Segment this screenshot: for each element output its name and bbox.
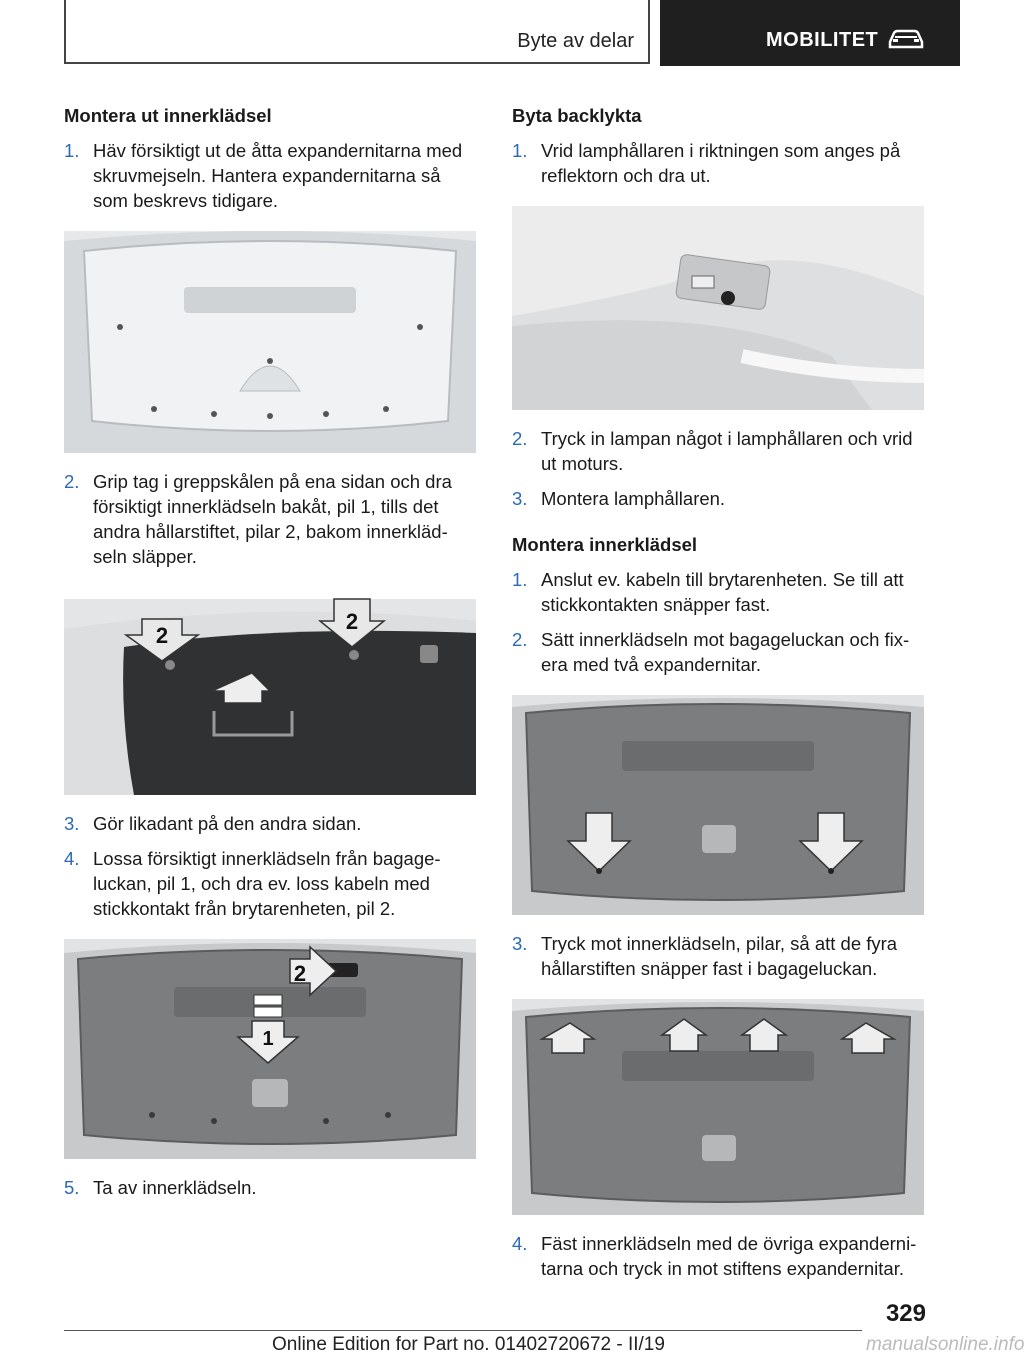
heading-install-trim: Montera innerklädsel: [512, 534, 698, 555]
figure-pull-trim: [64, 599, 476, 795]
step-number: 4.: [64, 848, 80, 869]
step-text: Tryck in lampan något i lamphållaren och vrid ut moturs.: [541, 428, 913, 474]
step-number: 1.: [512, 569, 528, 590]
step-number: 2.: [512, 428, 528, 449]
arrow-label: 2: [345, 609, 359, 634]
right-column: [512, 104, 924, 1291]
list-item: [512, 627, 924, 677]
heading-remove-trim: Montera ut innerklädsel: [64, 105, 272, 126]
figure-press-trim: [512, 999, 924, 1215]
step-number: 2.: [64, 471, 80, 492]
list-item: [512, 931, 924, 981]
footer-edition: Online Edition for Part no. 01402720672 - II/19: [272, 1334, 665, 1355]
step-number: 3.: [512, 933, 528, 954]
figure-detach-trim: [64, 939, 476, 1159]
step-text: Vrid lamphållaren i riktningen som anges på reflektorn och dra ut.: [541, 140, 901, 186]
arrow-label: 1: [262, 1028, 274, 1050]
step-number: 5.: [64, 1177, 80, 1198]
step-text: Fäst innerklädseln med de övriga expanderni‐tarna och tryck in mot stiftens expandernitar.: [541, 1233, 917, 1279]
step-number: 4.: [512, 1233, 528, 1254]
step-text: Montera lamphållaren.: [541, 488, 726, 509]
step-number: 1.: [64, 140, 80, 161]
list-item: [512, 567, 924, 617]
step-text: Sätt innerklädseln mot bagageluckan och fix‐era med två expandernitar.: [541, 629, 910, 675]
step-text: Häv försiktigt ut de åtta expandernitarna med skruvmejseln. Hantera expandernitarna så som beskrevs tidigare.: [93, 140, 463, 211]
arrow-label: 2: [155, 623, 169, 648]
step-text: Tryck mot innerklädseln, pilar, så att de fyra hållarstiften snäpper fast i bagageluckan.: [541, 933, 898, 979]
step-number: 1.: [512, 140, 528, 161]
list-item: [64, 846, 476, 921]
step-number: 3.: [512, 488, 528, 509]
chapter-title: MOBILITET: [766, 29, 879, 51]
step-number: 2.: [512, 629, 528, 650]
chapter-tab[interactable]: [660, 0, 960, 66]
header-frame: [64, 0, 650, 64]
list-item: [64, 138, 476, 213]
section-title: Byte av delar: [517, 30, 634, 52]
list-item: [64, 469, 476, 569]
figure-trim-panel: [64, 231, 476, 453]
footer-divider: [64, 1330, 862, 1331]
list-item: [512, 426, 924, 476]
step-text: Anslut ev. kabeln till brytarenheten. Se till att stickkontakten snäpper fast.: [541, 569, 904, 615]
car-icon: [886, 28, 926, 50]
step-text: Ta av innerklädseln.: [93, 1177, 257, 1198]
arrow-label: 2: [293, 961, 307, 986]
list-item: [512, 486, 924, 511]
list-item: [512, 1231, 924, 1281]
step-text: Lossa försiktigt innerklädseln från bagage‐luckan, pil 1, och dra ev. loss kabeln med stickkontakt från brytarenheten, pil 2.: [93, 848, 441, 919]
left-column: [64, 104, 476, 1210]
list-item: [64, 811, 476, 836]
list-item: [512, 138, 924, 188]
footer-logo: manualsonline.info: [866, 1334, 1024, 1355]
figure-lamp-holder: [512, 206, 924, 410]
step-text: Grip tag i greppskålen på ena sidan och dra försiktigt innerklädseln bakåt, pil 1, tills det andra hållarstiftet, pilar 2, bakom innerkläd‐seln släpper.: [93, 471, 452, 567]
step-number: 3.: [64, 813, 80, 834]
step-text: Gör likadant på den andra sidan.: [93, 813, 362, 834]
figure-fix-trim: [512, 695, 924, 915]
page-number: 329: [885, 1300, 926, 1327]
list-item: [64, 1175, 476, 1200]
heading-replace-reverse-light: Byta backlykta: [512, 105, 642, 126]
